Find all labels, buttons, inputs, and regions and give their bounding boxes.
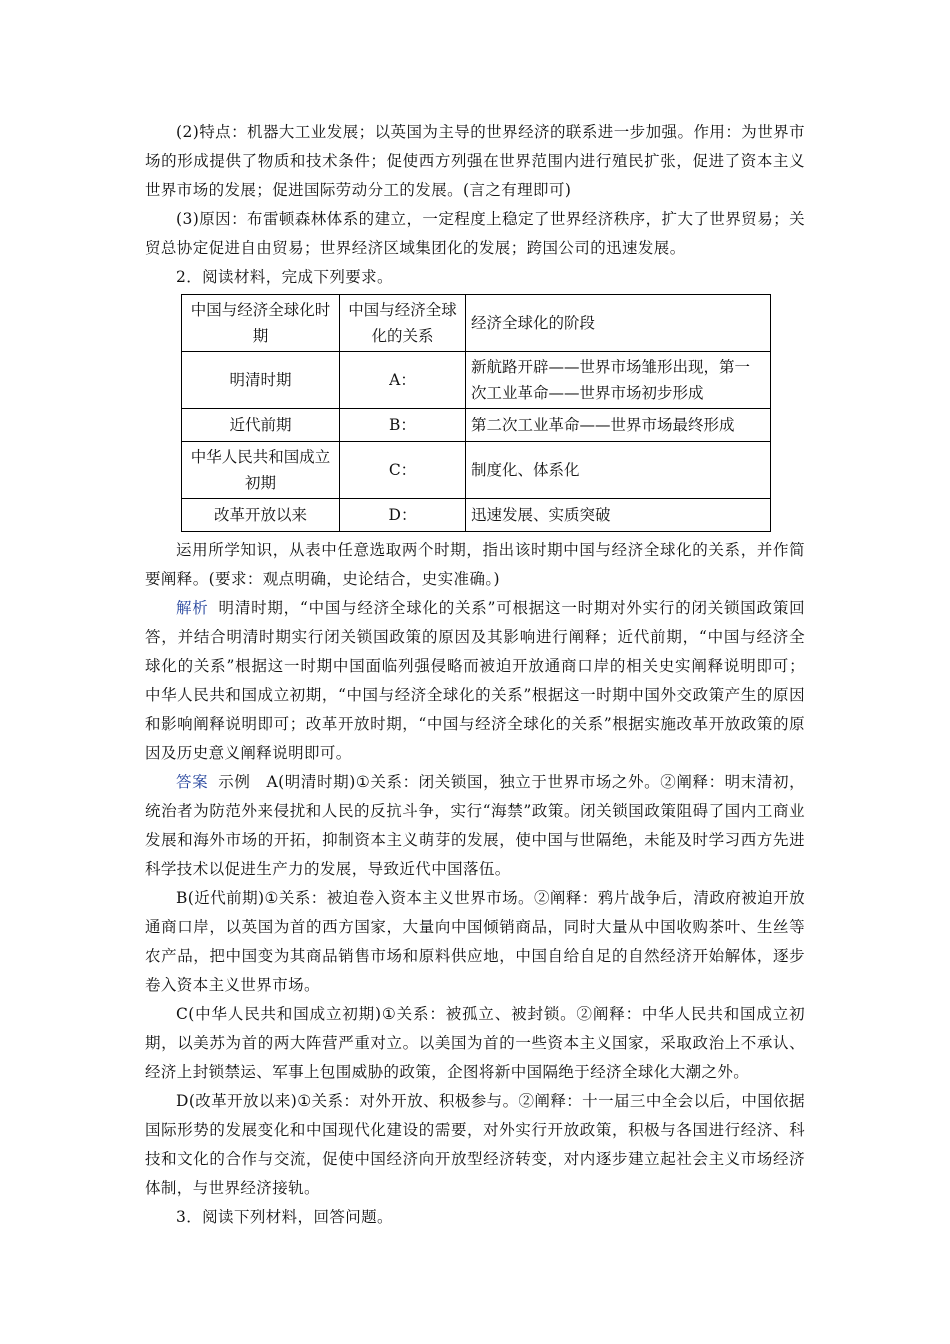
answer-d-paragraph: D(改革开放以来)①关系：对外开放、积极参与。②阐释：十一届三中全会以后，中国依据国际形势的发展变化和中国现代化建设的需要，对外实行开放政策，积极与各国进行经济、科技和文化的合作与交流，促使中国经济向开放型经济转变，对内逐步建立起社会主义市场经济体制，与世界经济接轨。 (145, 1092, 805, 1197)
answer-text: 示例 A(明清时期)①关系：闭关锁国，独立于世界市场之外。②阐释：明末清初，统治者为防范外来侵扰和人民的反抗斗争，实行“海禁”政策。闭关锁国政策阻碍了国内工商业发展和海外市场的开拓，抑制资本主义萌芽的发展，使中国与世隔绝，未能及时学习西方先进科学技术以促进生产力的发展，导致近代中国落伍。 (145, 773, 805, 878)
question-2-heading: 2．阅读材料，完成下列要求。 (176, 268, 393, 286)
table-cell: 迅速发展、实质突破 (466, 499, 771, 532)
table-row (182, 352, 771, 409)
table-cell: B： (340, 409, 466, 442)
table-row (182, 499, 771, 532)
paragraph-reasons: (3)原因：布雷顿森林体系的建立，一定程度上稳定了世界经济秩序，扩大了世界贸易；关贸总协定促进自由贸易；世界经济区域集团化的发展；跨国公司的迅速发展。 (145, 210, 805, 257)
table-header-cell: 经济全球化的阶段 (466, 295, 771, 352)
table-header-cell: 中国与经济全球化时期 (182, 295, 340, 352)
answer-paragraph (145, 768, 805, 884)
globalization-table (181, 294, 771, 532)
table-cell: 中华人民共和国成立初期 (182, 442, 340, 499)
question-3-heading: 3．阅读下列材料，回答问题。 (176, 1208, 393, 1226)
table-row (182, 409, 771, 442)
table-cell: 改革开放以来 (182, 499, 340, 532)
table-cell: A： (340, 352, 466, 409)
question-instruction: 运用所学知识，从表中任意选取两个时期，指出该时期中国与经济全球化的关系，并作简要阐释。(要求：观点明确，史论结合，史实准确。) (145, 541, 805, 588)
table-cell: 新航路开辟——世界市场雏形出现，第一次工业革命——世界市场初步形成 (466, 352, 771, 409)
answer-c-paragraph: C(中华人民共和国成立初期)①关系：被孤立、被封锁。②阐释：中华人民共和国成立初期，以美苏为首的两大阵营严重对立。以美国为首的一些资本主义国家，采取政治上不承认、经济上封锁禁运、军事上包围威胁的政策，企图将新中国隔绝于经济全球化大潮之外。 (145, 1005, 805, 1081)
table-row (182, 442, 771, 499)
document-page (145, 118, 805, 1232)
table-cell: 明清时期 (182, 352, 340, 409)
table-cell: 制度化、体系化 (466, 442, 771, 499)
analysis-paragraph (145, 594, 805, 768)
analysis-text: 明清时期，“中国与经济全球化的关系”可根据这一时期对外实行的闭关锁国政策回答，并结合明清时期实行闭关锁国政策的原因及其影响进行阐释；近代前期，“中国与经济全球化的关系”根据这一时期中国面临列强侵略而被迫开放通商口岸的相关史实阐释说明即可；中华人民共和国成立初期，“中国与经济全球化的关系”根据这一时期中国外交政策产生的原因和影响阐释说明即可；改革开放时期，“中国与经济全球化的关系”根据实施改革开放政策的原因及历史意义阐释说明即可。 (145, 599, 805, 762)
table-header-row (182, 295, 771, 352)
table-cell: C： (340, 442, 466, 499)
table-header-cell: 中国与经济全球化的关系 (340, 295, 466, 352)
answer-b-paragraph: B(近代前期)①关系：被迫卷入资本主义世界市场。②阐释：鸦片战争后，清政府被迫开放通商口岸，以英国为首的西方国家，大量向中国倾销商品，同时大量从中国收购茶叶、生丝等农产品，把中国变为其商品销售市场和原料供应地，中国自给自足的自然经济开始解体，逐步卷入资本主义世界市场。 (145, 889, 805, 994)
table-cell: D： (340, 499, 466, 532)
answer-label: 答案 (176, 773, 209, 791)
table-cell: 第二次工业革命——世界市场最终形成 (466, 409, 771, 442)
analysis-label: 解析 (176, 599, 209, 617)
table-cell: 近代前期 (182, 409, 340, 442)
paragraph-features: (2)特点：机器大工业发展；以英国为主导的世界经济的联系进一步加强。作用：为世界市场的形成提供了物质和技术条件；促使西方列强在世界范围内进行殖民扩张，促进了资本主义世界市场的发展；促进国际劳动分工的发展。(言之有理即可) (145, 123, 805, 199)
